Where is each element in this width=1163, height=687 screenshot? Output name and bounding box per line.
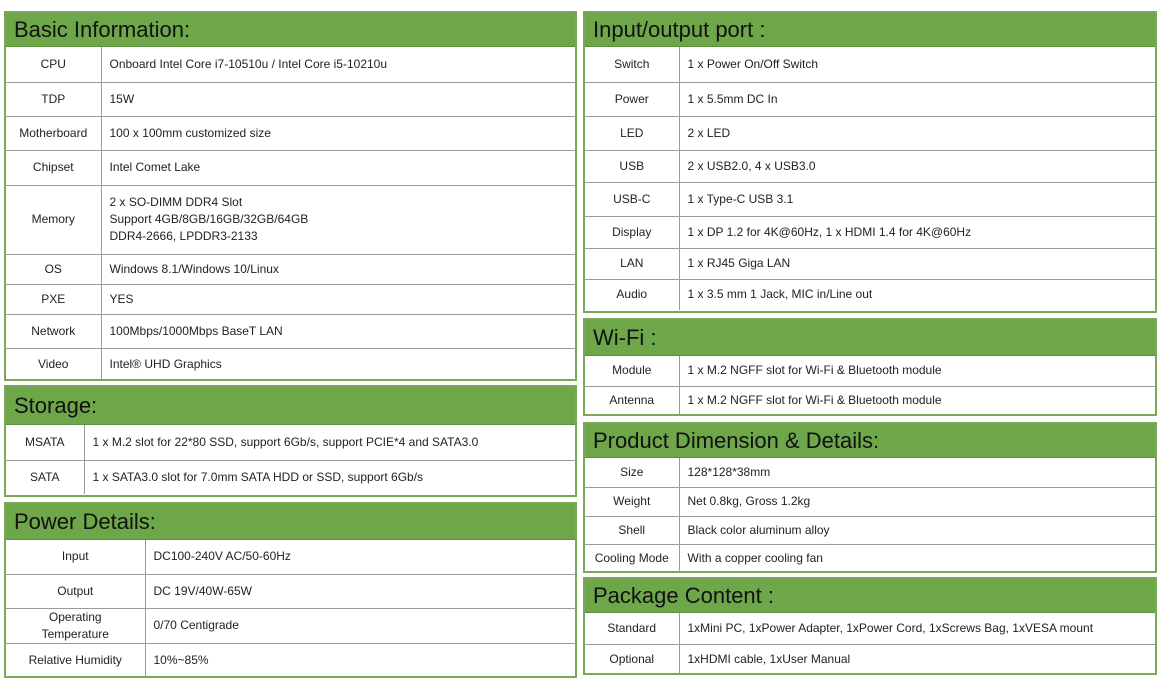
row-value: YES <box>101 284 575 314</box>
row-value: 1 x 3.5 mm 1 Jack, MIC in/Line out <box>679 279 1155 310</box>
table-row <box>6 540 575 574</box>
row-value-line: DDR4-2666, LPDDR3-2133 <box>109 229 258 243</box>
table-row <box>585 216 1155 248</box>
io-port-table <box>585 47 1155 310</box>
row-label: Standard <box>585 613 679 644</box>
wifi-table <box>585 356 1155 414</box>
basic-information-title: Basic Information: <box>6 13 575 47</box>
row-label: Display <box>585 216 679 248</box>
row-value: 1 x Type-C USB 3.1 <box>679 182 1155 216</box>
power-details-title: Power Details: <box>6 504 575 540</box>
wifi-panel <box>583 318 1157 416</box>
row-value: Onboard Intel Core i7-10510u / Intel Core i5-10210u <box>109 56 388 71</box>
row-value: 1 x DP 1.2 for 4K@60Hz, 1 x HDMI 1.4 for 4K@60Hz <box>679 216 1155 248</box>
table-row <box>585 516 1155 544</box>
table-row <box>6 150 575 185</box>
table-row <box>585 613 1155 644</box>
row-value: 1 x M.2 slot for 22*80 SSD, support 6Gb/s, support PCIE*4 and SATA3.0 <box>92 434 479 449</box>
table-row <box>585 386 1155 414</box>
row-label: USB-C <box>585 182 679 216</box>
row-value: 2 x LED <box>679 116 1155 150</box>
row-label: Size <box>585 458 679 487</box>
power-details-table <box>6 540 575 677</box>
row-value: 1 x SATA3.0 slot for 7.0mm SATA HDD or SSD, support 6Gb/s <box>84 460 575 494</box>
io-port-panel <box>583 11 1157 313</box>
table-row <box>6 574 575 608</box>
row-label: Weight <box>585 487 679 516</box>
table-row <box>6 608 575 643</box>
table-row <box>6 47 575 82</box>
table-row <box>585 82 1155 116</box>
package-content-table <box>585 613 1155 674</box>
table-row <box>6 185 575 254</box>
table-row <box>585 248 1155 279</box>
row-value: 2 x USB2.0, 4 x USB3.0 <box>679 150 1155 182</box>
row-label: CPU <box>6 47 101 82</box>
row-label: LAN <box>585 248 679 279</box>
basic-information-panel <box>4 11 577 381</box>
row-label: Input <box>6 540 145 574</box>
row-label: Relative Humidity <box>6 643 145 677</box>
row-value: 100Mbps/1000Mbps BaseT LAN <box>101 314 575 348</box>
table-row <box>6 82 575 116</box>
table-row <box>6 314 575 348</box>
storage-panel <box>4 385 577 497</box>
table-row <box>585 182 1155 216</box>
row-value: 15W <box>101 82 575 116</box>
table-row <box>585 487 1155 516</box>
row-label: PXE <box>6 284 101 314</box>
row-value: 0/70 Centigrade <box>145 608 575 643</box>
table-row <box>6 425 575 460</box>
table-row <box>585 150 1155 182</box>
io-port-title: Input/output port : <box>585 13 1155 47</box>
row-value: Intel® UHD Graphics <box>101 348 575 381</box>
row-label: TDP <box>6 82 101 116</box>
row-label: SATA <box>6 460 84 494</box>
table-row <box>585 279 1155 310</box>
row-value: With a copper cooling fan <box>679 544 1155 573</box>
row-label: OS <box>6 254 101 284</box>
row-value <box>101 185 575 254</box>
storage-table <box>6 425 575 494</box>
product-dimension-table <box>585 458 1155 573</box>
package-content-panel <box>583 577 1157 675</box>
wifi-title: Wi-Fi : <box>585 320 1155 356</box>
row-label: Motherboard <box>6 116 101 150</box>
row-value: Windows 8.1/Windows 10/Linux <box>101 254 575 284</box>
row-label: Power <box>585 82 679 116</box>
row-value: 1 x Power On/Off Switch <box>687 56 818 71</box>
row-label: LED <box>585 116 679 150</box>
table-row <box>585 644 1155 674</box>
row-label: Optional <box>585 644 679 674</box>
product-dimension-title: Product Dimension & Details: <box>585 424 1155 458</box>
row-label: Chipset <box>6 150 101 185</box>
table-row <box>6 116 575 150</box>
row-value: 1 x M.2 NGFF slot for Wi-Fi & Bluetooth module <box>687 363 942 378</box>
basic-information-table <box>6 47 575 381</box>
row-value: 1xHDMI cable, 1xUser Manual <box>679 644 1155 674</box>
row-label: MSATA <box>6 425 84 460</box>
row-value: DC 19V/40W-65W <box>145 574 575 608</box>
row-value: 128*128*38mm <box>687 464 771 479</box>
package-content-title: Package Content : <box>585 579 1155 613</box>
table-row <box>585 116 1155 150</box>
row-label: Cooling Mode <box>585 544 679 573</box>
table-row <box>585 544 1155 573</box>
table-row <box>6 348 575 381</box>
row-label: USB <box>585 150 679 182</box>
row-label: Switch <box>585 47 679 82</box>
table-row <box>585 458 1155 487</box>
row-label: Shell <box>585 516 679 544</box>
row-value: Black color aluminum alloy <box>679 516 1155 544</box>
table-row <box>6 284 575 314</box>
row-label: Antenna <box>585 386 679 414</box>
power-details-panel <box>4 502 577 678</box>
row-label: Audio <box>585 279 679 310</box>
row-label: Operating Temperature <box>6 608 145 643</box>
storage-title: Storage: <box>6 387 575 425</box>
table-row <box>6 460 575 494</box>
row-value: Net 0.8kg, Gross 1.2kg <box>679 487 1155 516</box>
table-row <box>6 254 575 284</box>
row-label: Network <box>6 314 101 348</box>
table-row <box>585 356 1155 386</box>
row-value-line: Support 4GB/8GB/16GB/32GB/64GB <box>109 212 309 226</box>
row-value: 10%~85% <box>145 643 575 677</box>
row-value: 1 x RJ45 Giga LAN <box>679 248 1155 279</box>
row-label: Output <box>6 574 145 608</box>
row-value: 100 x 100mm customized size <box>101 116 575 150</box>
row-label: Module <box>585 356 679 386</box>
row-value: 1xMini PC, 1xPower Adapter, 1xPower Cord, 1xScrews Bag, 1xVESA mount <box>687 620 1094 635</box>
row-label: Memory <box>6 185 101 254</box>
row-value: Intel Comet Lake <box>101 150 575 185</box>
row-value: 1 x M.2 NGFF slot for Wi-Fi & Bluetooth module <box>679 386 1155 414</box>
product-dimension-panel <box>583 422 1157 573</box>
row-label: Video <box>6 348 101 381</box>
row-value: DC100-240V AC/50-60Hz <box>153 549 291 564</box>
table-row <box>6 643 575 677</box>
table-row <box>585 47 1155 82</box>
row-value: 1 x 5.5mm DC In <box>679 82 1155 116</box>
row-value-line: 2 x SO-DIMM DDR4 Slot <box>109 195 243 209</box>
